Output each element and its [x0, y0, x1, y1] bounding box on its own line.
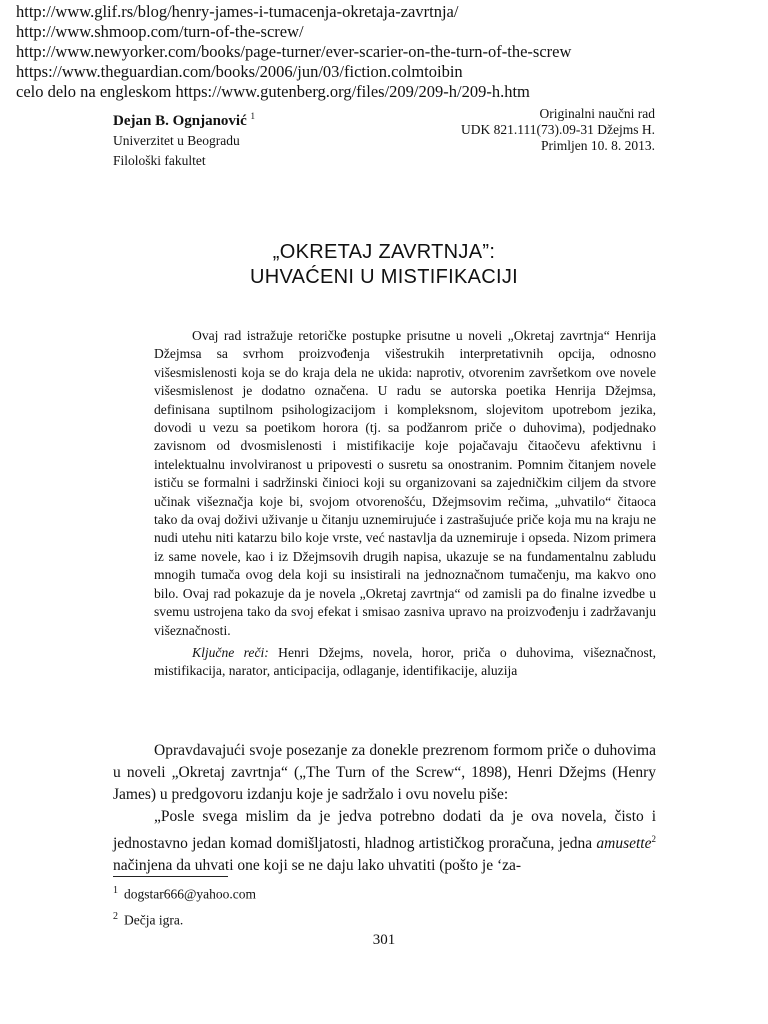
source-link[interactable]: http://www.newyorker.com/books/page-turner/ever-scarier-on-the-turn-of-the-screw [16, 42, 572, 61]
quote-text: „Posle svega mislim da je jedva potrebno dodati da je ova novela, čisto i jednostavno jedan komad domišljatosti, hladnog artističkog proračuna, jedna [113, 808, 656, 853]
udk-code: UDK 821.111(73).09-31 Džejms H. [461, 122, 655, 137]
footnote-divider [113, 876, 228, 877]
author-faculty: Filološki fakultet [113, 153, 206, 168]
page-number: 301 [372, 932, 396, 948]
footnote-number: 1 [113, 885, 118, 896]
received-date: Primljen 10. 8. 2013. [541, 138, 655, 153]
source-link[interactable]: http://www.shmoop.com/turn-of-the-screw/ [16, 22, 304, 41]
body-paragraph: Opravdavajući svoje posezanje za donekle prezrenom formom priče o duhovima u noveli „Okretaj zavrtnja“ („The Turn of the Screw“, 1898), Henri Džejms (Henry James) u predgovoru izdanju koje je sadržalo i ovu novelu piše: [113, 742, 656, 803]
source-link[interactable]: http://www.glif.rs/blog/henry-james-i-tumacenja-okretaja-zavrtnja/ [16, 2, 459, 21]
title-line-1: „OKRETAJ ZAVRTNJA”: [272, 241, 496, 263]
body-paragraph-quote [113, 806, 656, 877]
footnotes [113, 880, 256, 931]
source-link[interactable]: celo delo na engleskom https://www.gutenberg.org/files/209/209-h/209-h.htm [16, 82, 530, 101]
body-text [113, 740, 656, 877]
footnote-marker: 1 [250, 111, 256, 121]
keywords-label: Ključne reči: [192, 644, 269, 660]
article-meta [461, 106, 655, 154]
article-type: Originalni naučni rad [539, 106, 655, 121]
abstract [154, 327, 656, 681]
article-title [0, 240, 768, 290]
source-link[interactable]: https://www.theguardian.com/books/2006/jun/03/fiction.colmtoibin [16, 62, 463, 81]
footnote [113, 880, 256, 906]
keywords [154, 644, 656, 681]
author-university: Univerzitet u Beogradu [113, 133, 240, 148]
footnote-text: Dečja igra. [124, 912, 184, 927]
keywords-text: Henri Džejms, novela, horor, priča o duhovima, višeznačnost, mistifikacija, narator, anticipacija, odlaganje, identifikacije, aluzija [154, 644, 656, 679]
abstract-text: Ovaj rad istražuje retoričke postupke prisutne u noveli „Okretaj zavrtnja“ Henrija Džejmsa sa svrhom proizvođenja višestrukih interpretativnih opcija, odnosno višesmislenosti koja se do kraja dela ne ukida: naprotiv, otvorenim završetkom ove novele višesmislenost je dodatno označena. U radu se autorska poetika Henrija Džejmsa, definisana suptilnom psihologizacijom i kompleksnom, slojevitom upotrebom jezika, dovodi u vezu sa poetikom horora (tj. sa podžanrom priče o duhovima), podjednako zavisnom od dvosmislenosti i mistifikacije koje pojačavaju čitaočevu afektivnu i intelektualnu involviranost u pripovesti o susretu sa onostranim. Pomnim čitanjem novele ističu se formalni i sadržinski činioci koji su organizovani sa zajedničkim ciljem da stvore učinak višeznačja koje bi, svojom otvorenošću, Džejmsovim rečima, „uhvatilo“ čitaoca tako da ovaj doživi uživanje u čitanju uznemirujuće i zastrašujuće priče koja mu na kraju ne nudi utehu niti katarzu bilo koje vrste, već nastavlja da uznemiruje i opseda. Nizom primera iz same novele, kao i iz Džejmsovih drugih napisa, ukazuje se na fundamentalnu zabludu mnogih tumača ovog dela koji su insistirali na jednoznačnom tumačenju, ma kakvo ono bilo. Ovaj rad pokazuje da je novela „Okretaj zavrtnja“ od zamisli pa do finalne izvedbe u svemu ustrojena tako da svoj efekat i smisao zasniva upravo na proizvođenju i zadržavanju višeznačnosti. [154, 328, 656, 638]
footnote-marker: 2 [651, 834, 656, 844]
author-name-text: Dejan B. Ognjanović [113, 113, 247, 129]
italic-term: amusette [596, 835, 652, 853]
author-name [113, 106, 255, 131]
author-block [113, 106, 255, 171]
footnote [113, 906, 256, 932]
quote-text: načinjena da uhvati one koji se ne daju lako uhvatiti (pošto je ‘za- [113, 857, 522, 875]
source-links [16, 2, 571, 102]
title-line-2: UHVAĆENI U MISTIFIKACIJI [250, 266, 518, 288]
footnote-text: dogstar666@yahoo.com [124, 886, 257, 902]
footnote-number: 2 [113, 910, 118, 922]
